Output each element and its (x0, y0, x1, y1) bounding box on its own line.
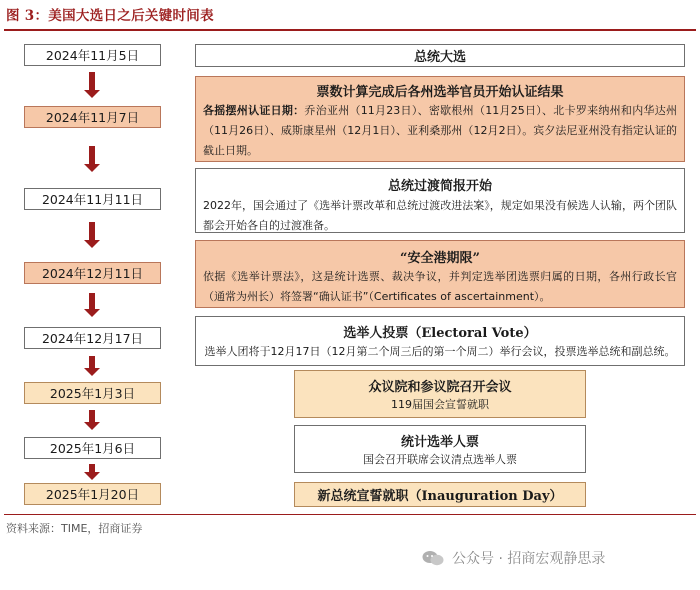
event-body-label: 各摇摆州认证日期： (203, 104, 305, 117)
down-arrow-icon (84, 146, 100, 172)
wechat-icon (422, 550, 444, 566)
figure-title: 图 3：美国大选日之后关键时间表 (6, 8, 214, 24)
event-title: 统计选举人票 (400, 435, 479, 450)
date-box-nov-11: 2024年11月11日 (24, 188, 161, 210)
date-box-dec-11: 2024年12月11日 (24, 262, 161, 284)
watermark (422, 548, 605, 568)
event-title: “安全港期限” (400, 251, 480, 266)
event-box-certification (195, 76, 685, 162)
event-body: 国会召开联席会议清点选举人票 (363, 453, 517, 466)
date-box-dec-17: 2024年12月17日 (24, 327, 161, 349)
event-box-electoral-vote (195, 316, 685, 366)
date-box-nov-7: 2024年11月7日 (24, 106, 161, 128)
event-body: 选举人团将于12月17日（12月第二个周三后的第一个周二）举行会议，投票选举总统和副总统。 (204, 345, 676, 358)
down-arrow-icon (84, 72, 100, 98)
down-arrow-icon (84, 464, 100, 480)
down-arrow-icon (84, 222, 100, 248)
event-title: 总统大选 (413, 50, 466, 65)
event-box-inauguration (294, 482, 586, 507)
event-title: 总统过渡简报开始 (387, 179, 492, 194)
down-arrow-icon (84, 356, 100, 376)
event-title: 新总统宣誓就职（Inauguration Day） (317, 489, 563, 504)
date-box-jan-20: 2025年1月20日 (24, 483, 161, 505)
event-body: 依据《选举计票法》，这是统计选票、裁决争议，并判定选举团选票归属的日期，各州行政长官（通常为州长）将签署“确认证书”（Certificates of ascertainment）。 (203, 270, 677, 303)
event-body: 119届国会宣誓就职 (391, 398, 489, 411)
event-title: 选举人投票（Electoral Vote） (343, 326, 537, 341)
date-box-jan-6: 2025年1月6日 (24, 437, 161, 459)
date-box-nov-5: 2024年11月5日 (24, 44, 161, 66)
event-box-transition-briefing (195, 168, 685, 233)
date-box-jan-3: 2025年1月3日 (24, 382, 161, 404)
watermark-text: 公众号 · 招商宏观静思录 (452, 551, 606, 567)
event-box-congress-convenes (294, 370, 586, 418)
event-box-election (195, 44, 685, 67)
event-body: 2022年，国会通过了《选举计票改革和总统过渡改进法案》，规定如果没有候选人认输，两个团队都会开始各自的过渡准备。 (203, 199, 677, 232)
down-arrow-icon (84, 410, 100, 430)
event-box-count-electoral-votes (294, 425, 586, 473)
event-title: 众议院和参议院召开会议 (368, 380, 512, 395)
source-rule (4, 514, 696, 515)
down-arrow-icon (84, 293, 100, 317)
title-rule (4, 29, 696, 31)
event-body-text: 乔治亚州（11月23日）、密歇根州（11月25日）、北卡罗来纳州和内华达州（11月26日）、威斯康星州（12月1日）、亚利桑那州（12月2日）。宾夕法尼亚州没有指定认证的截止日期。 (203, 104, 677, 157)
source-note: 资料来源：TIME，招商证券 (6, 522, 143, 535)
event-body (196, 101, 684, 161)
event-box-safe-harbor (195, 240, 685, 308)
event-title: 票数计算完成后各州选举官员开始认证结果 (316, 85, 564, 100)
